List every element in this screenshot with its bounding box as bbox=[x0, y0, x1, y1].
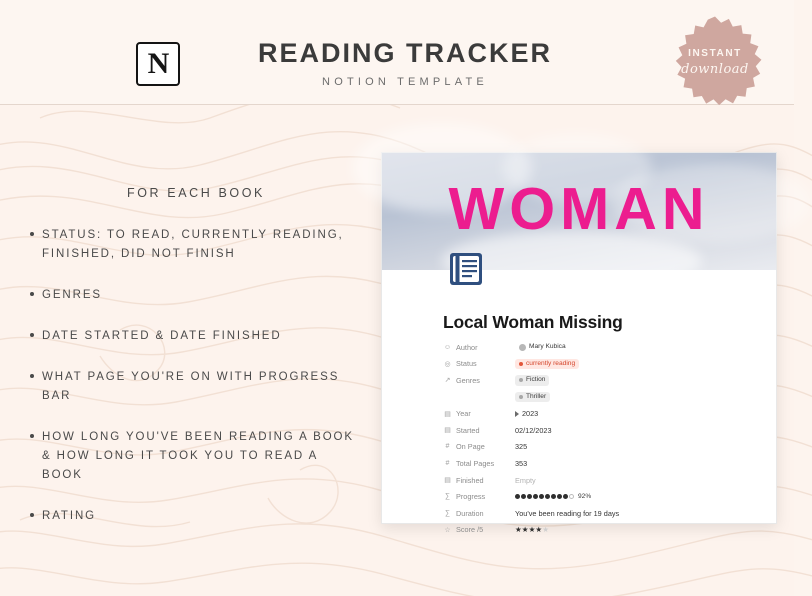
instant-download-badge bbox=[669, 16, 761, 108]
property-key-label: Year bbox=[456, 409, 471, 419]
property-row-score[interactable] bbox=[443, 522, 753, 539]
property-key-label: Started bbox=[456, 425, 480, 435]
property-key-label: Score /5 bbox=[456, 525, 484, 535]
book-cover-image bbox=[382, 153, 776, 270]
property-key-label: On Page bbox=[456, 442, 485, 452]
date-icon: ▤ bbox=[444, 477, 451, 485]
property-key bbox=[443, 426, 515, 435]
status-label: currently reading bbox=[526, 359, 576, 367]
property-key bbox=[443, 442, 515, 451]
property-key-label: Total Pages bbox=[456, 458, 495, 468]
property-row-total-pages[interactable] bbox=[443, 455, 753, 472]
genre-tag[interactable] bbox=[515, 375, 549, 386]
property-list bbox=[443, 339, 753, 538]
relation-arrow-icon bbox=[515, 411, 519, 417]
bullet-icon bbox=[30, 292, 34, 296]
feature-item-label: DATE STARTED & DATE FINISHED bbox=[42, 330, 282, 342]
property-key bbox=[443, 476, 515, 485]
property-key bbox=[443, 509, 515, 518]
feature-list bbox=[22, 186, 372, 548]
property-key-label: Duration bbox=[456, 508, 484, 518]
property-key-label: Status bbox=[456, 359, 477, 369]
feature-item-label: WHAT PAGE YOU'RE ON WITH PROGRESS BAR bbox=[42, 371, 340, 402]
property-key bbox=[443, 492, 515, 501]
formula-icon: ∑ bbox=[445, 509, 450, 517]
person-icon: ☺ bbox=[443, 343, 452, 351]
property-row-duration[interactable] bbox=[443, 505, 753, 522]
avatar bbox=[519, 344, 526, 351]
property-value[interactable] bbox=[515, 525, 549, 534]
property-value[interactable]: 325 bbox=[515, 442, 528, 452]
property-row-genres[interactable] bbox=[443, 372, 753, 389]
bullet-icon bbox=[30, 374, 34, 378]
property-row-author[interactable] bbox=[443, 339, 753, 356]
feature-item bbox=[30, 327, 362, 346]
feature-item bbox=[30, 368, 362, 406]
property-row-on-page[interactable] bbox=[443, 439, 753, 456]
bullet-icon bbox=[30, 333, 34, 337]
select-icon: ↗ bbox=[444, 377, 451, 385]
feature-item-label: RATING bbox=[42, 510, 96, 522]
property-value: You've been reading for 19 days bbox=[515, 508, 620, 518]
bullet-icon bbox=[30, 232, 34, 236]
relation-label: 2023 bbox=[522, 409, 539, 419]
person-pill[interactable] bbox=[515, 342, 570, 353]
progress-bar bbox=[515, 494, 574, 499]
status-badge[interactable] bbox=[515, 359, 579, 370]
rating-stars[interactable]: ★★★★★ bbox=[515, 525, 550, 535]
feature-item-label: GENRES bbox=[42, 289, 102, 301]
title-block bbox=[215, 38, 595, 88]
person-name: Mary Kubica bbox=[529, 343, 566, 351]
date-icon: ▤ bbox=[444, 427, 451, 435]
property-row-started[interactable] bbox=[443, 422, 753, 439]
feature-item-label: HOW LONG YOU'VE BEEN READING A BOOK & HOW LONG IT TOOK YOU TO READ A BOOK bbox=[42, 431, 354, 481]
property-row-year[interactable] bbox=[443, 405, 753, 422]
number-icon: # bbox=[445, 459, 450, 467]
property-key-label: Progress bbox=[456, 492, 486, 502]
property-row-finished[interactable] bbox=[443, 472, 753, 489]
property-value[interactable] bbox=[515, 375, 549, 386]
feature-item bbox=[30, 226, 362, 264]
tag-dot-icon bbox=[519, 395, 523, 399]
property-key bbox=[443, 459, 515, 468]
property-row-status[interactable] bbox=[443, 356, 753, 373]
feature-item bbox=[30, 286, 362, 305]
badge-bottom-label: download bbox=[681, 61, 749, 77]
property-key bbox=[443, 409, 515, 418]
page-title: READING TRACKER bbox=[257, 38, 552, 68]
property-value[interactable] bbox=[515, 409, 538, 418]
status-icon: ◎ bbox=[444, 360, 451, 368]
property-key-label: Finished bbox=[456, 475, 484, 485]
bullet-icon bbox=[30, 513, 34, 517]
book-icon-glyph bbox=[446, 249, 486, 289]
page-subtitle: NOTION TEMPLATE bbox=[322, 76, 488, 88]
bullet-icon bbox=[30, 434, 34, 438]
genre-label: Fiction bbox=[526, 376, 546, 384]
feature-item bbox=[30, 428, 362, 485]
property-key-label: Genres bbox=[456, 375, 480, 385]
book-title[interactable]: Local Woman Missing bbox=[443, 312, 623, 332]
property-key bbox=[443, 525, 515, 534]
property-row-progress[interactable] bbox=[443, 488, 753, 505]
tag-dot-icon bbox=[519, 378, 523, 382]
feature-list-heading: FOR EACH BOOK bbox=[127, 186, 265, 200]
number-icon: # bbox=[445, 443, 450, 451]
property-key bbox=[443, 376, 515, 385]
property-value-empty[interactable]: Empty bbox=[515, 475, 536, 485]
notion-logo-icon bbox=[136, 42, 180, 86]
property-key bbox=[443, 359, 515, 368]
property-value[interactable] bbox=[515, 392, 550, 403]
feature-item-label: STATUS: TO READ, CURRENTLY READING, FINISHED, DID NOT FINISH bbox=[42, 229, 344, 260]
rating-icon: ☆ bbox=[444, 526, 451, 534]
property-value[interactable]: 02/12/2023 bbox=[515, 425, 552, 435]
property-value[interactable]: 353 bbox=[515, 458, 528, 468]
property-value bbox=[515, 493, 591, 500]
feature-item bbox=[30, 507, 362, 526]
status-dot-icon bbox=[519, 362, 523, 366]
property-key bbox=[443, 343, 515, 352]
progress-percent: 92% bbox=[578, 493, 592, 501]
notion-page-preview[interactable] bbox=[381, 152, 777, 535]
notion-logo-glyph: N bbox=[147, 47, 169, 80]
relation-icon: ▤ bbox=[444, 410, 451, 418]
book-icon[interactable] bbox=[443, 246, 489, 292]
cover-title-text: WOMAN bbox=[448, 176, 710, 242]
genre-tag[interactable] bbox=[515, 392, 550, 403]
property-key-label: Author bbox=[456, 342, 478, 352]
genre-label: Thriller bbox=[526, 392, 547, 400]
badge-top-label: INSTANT bbox=[688, 47, 742, 59]
property-value[interactable] bbox=[515, 359, 579, 370]
formula-icon: ∑ bbox=[445, 493, 450, 501]
property-row-genres-second[interactable] bbox=[443, 389, 753, 406]
property-value[interactable] bbox=[515, 342, 570, 353]
